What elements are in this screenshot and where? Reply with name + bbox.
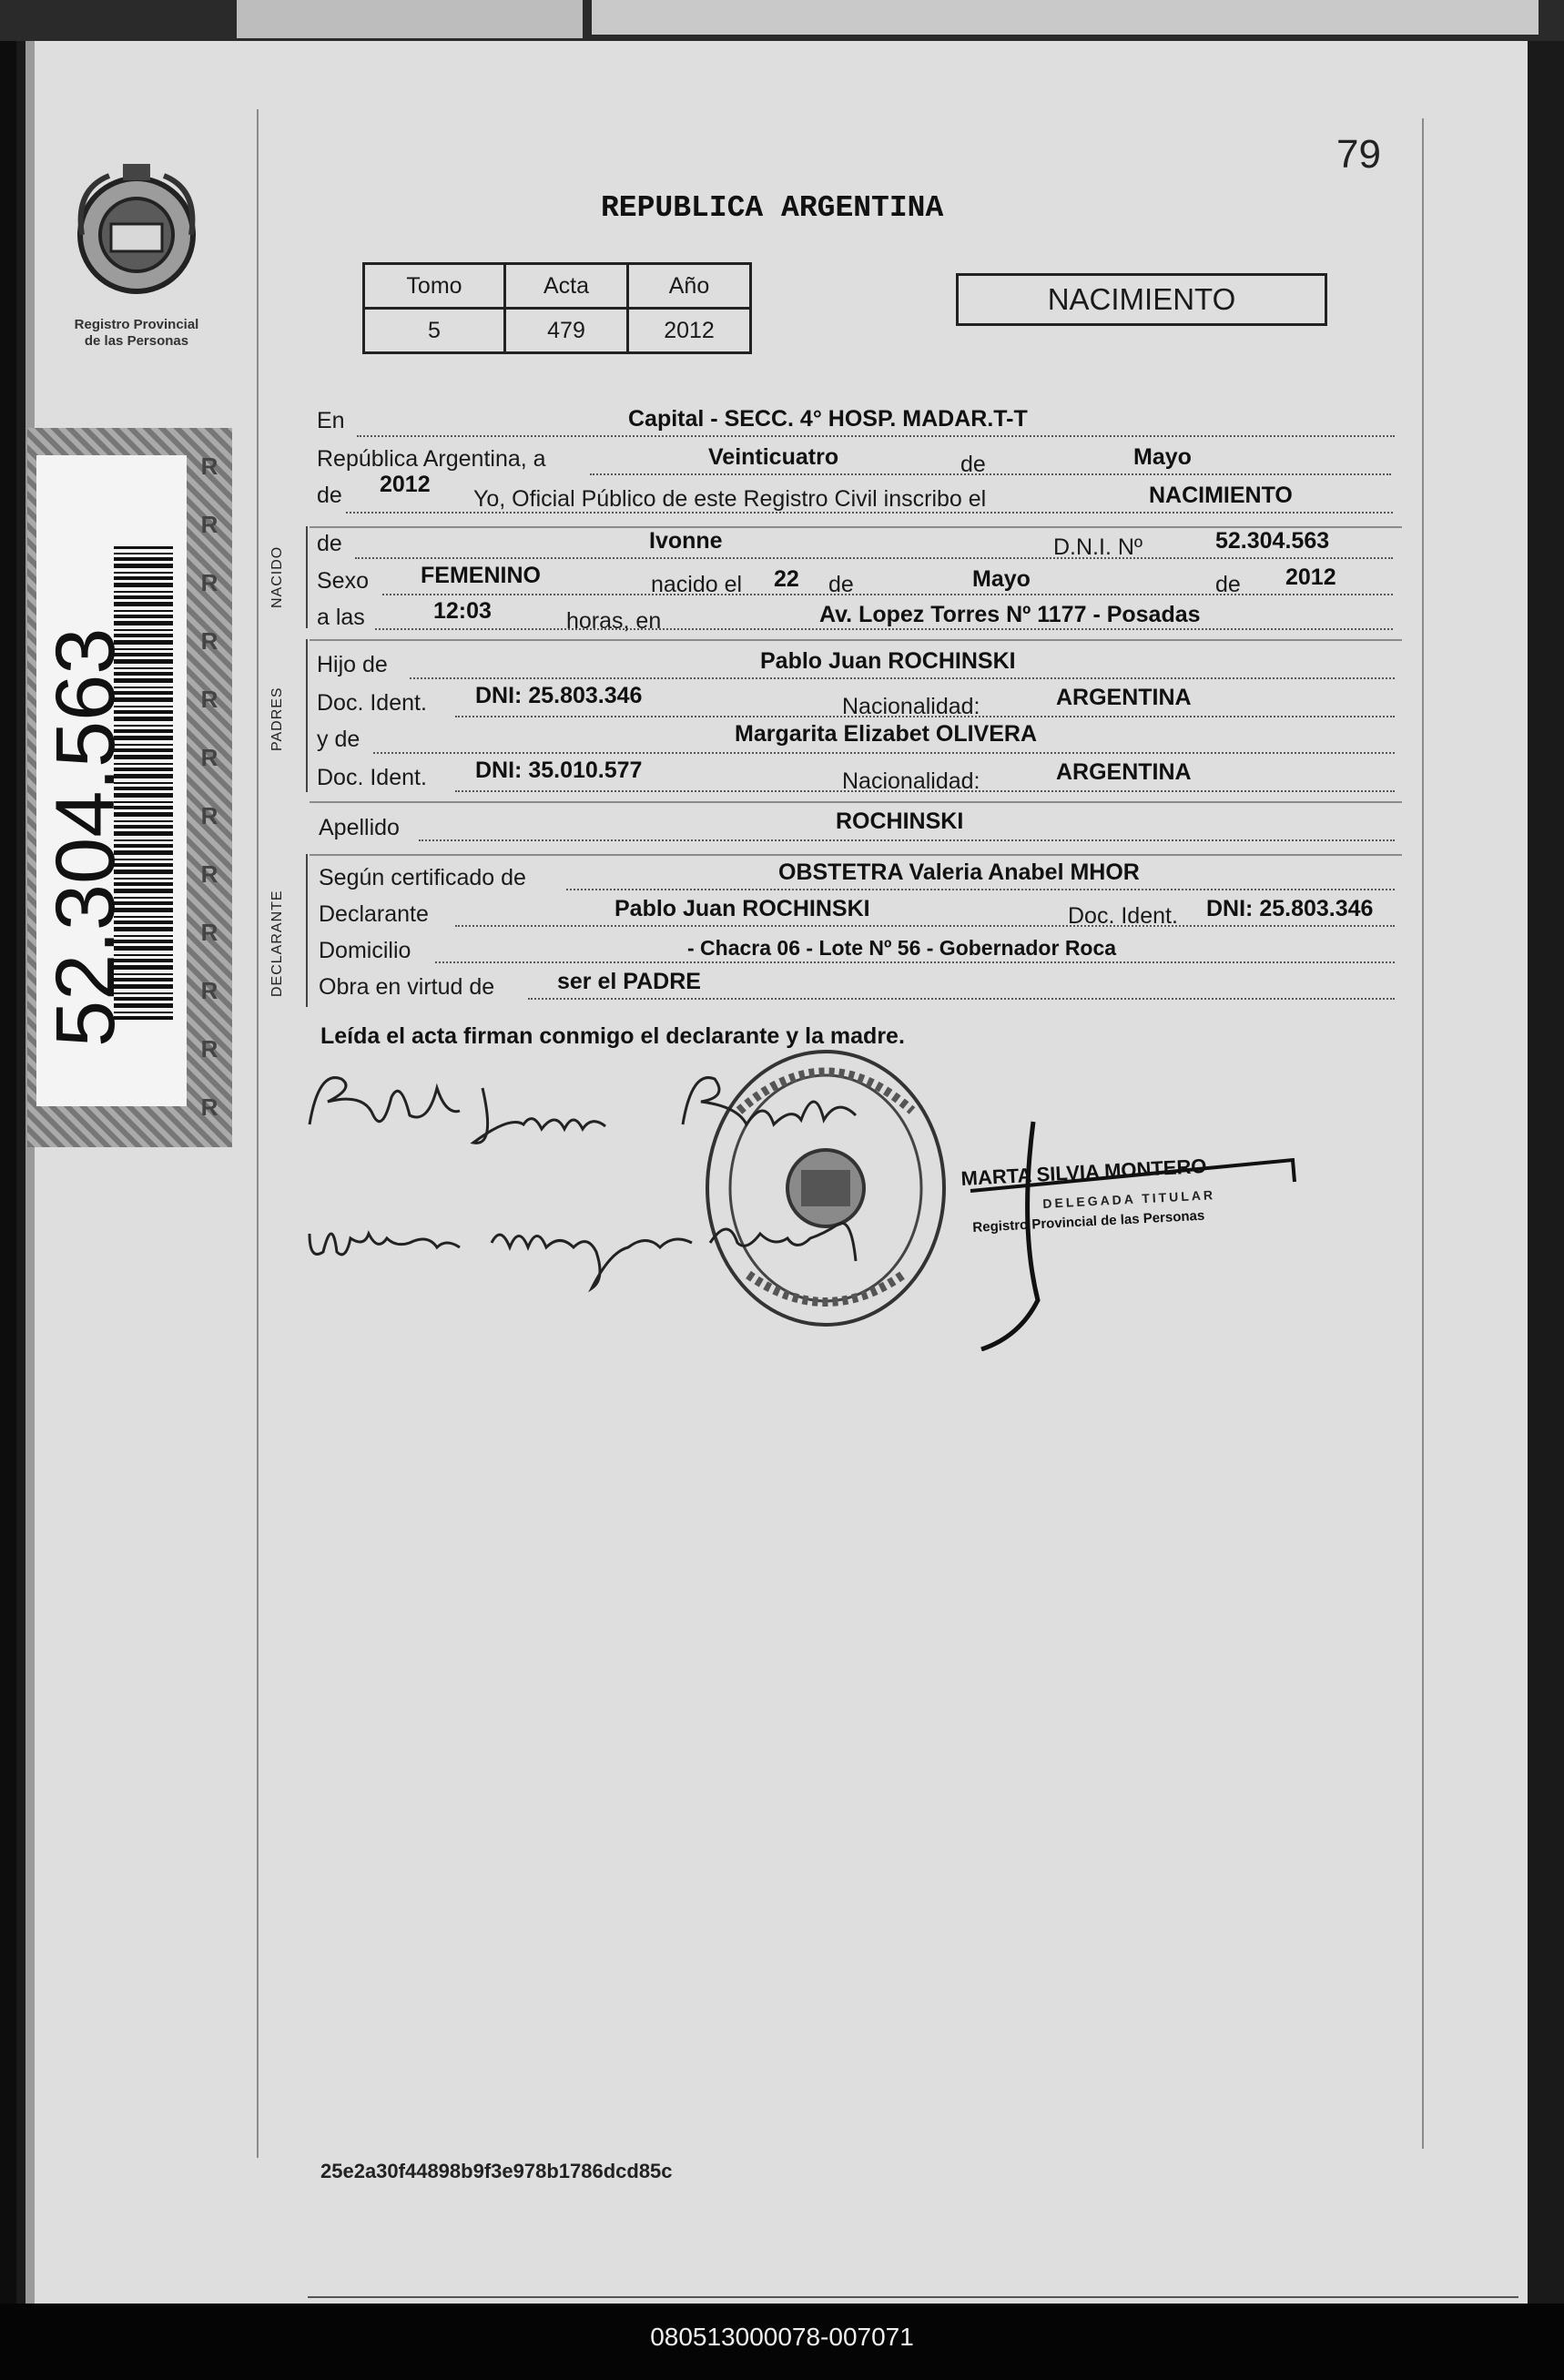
father-nac-label: Nacionalidad:: [842, 694, 980, 719]
mother-name: Margarita Elizabet OLIVERA: [735, 721, 1038, 747]
dots-line: [566, 889, 1395, 890]
stamp-role: DELEGADA TITULAR: [1042, 1187, 1216, 1211]
barcode-side-pattern: R R R R R R R R R R R R: [200, 453, 218, 1121]
dots-line: [590, 473, 1391, 475]
apellido-label: Apellido: [319, 815, 400, 840]
scan-left-strip: [0, 41, 16, 2317]
left-margin-line: [257, 109, 259, 2158]
stamp-office: Registro Provincial de las Personas: [972, 1207, 1205, 1236]
father-doc-label: Doc. Ident.: [317, 690, 427, 716]
signature-father: [300, 1061, 901, 1152]
dots-line: [373, 752, 1395, 754]
cert-value: OBSTETRA Valeria Anabel MHOR: [778, 859, 1140, 885]
padres-side-label: PADRES: [269, 687, 285, 751]
dots-line: [410, 677, 1395, 679]
mother-nationality: ARGENTINA: [1056, 759, 1192, 785]
section-bracket: [306, 526, 308, 628]
horas-label: horas, en: [566, 608, 662, 634]
right-margin-line: [1422, 118, 1424, 2149]
birth-de-label: de: [828, 572, 854, 597]
emblem-caption-line1: Registro Provincial: [74, 317, 199, 332]
dots-line: [419, 839, 1395, 841]
child-dni: 52.304.563: [1215, 528, 1330, 554]
apellido-value: ROCHINSKI: [836, 809, 964, 834]
table-value-acta: 479: [505, 309, 628, 353]
dni-label: D.N.I. Nº: [1053, 534, 1143, 560]
section-divider: [310, 854, 1402, 856]
section-bracket: [306, 639, 308, 792]
document-hash: 25e2a30f44898b9f3e978b1786dcd85c: [320, 2160, 673, 2182]
birth-year: 2012: [1285, 564, 1336, 590]
hijo-de-label: Hijo de: [317, 652, 388, 677]
closing-statement: Leída el acta firman conmigo el declarante y la madre.: [320, 1023, 905, 1049]
province-emblem-icon: [73, 162, 200, 317]
month-value: Mayo: [1133, 444, 1192, 470]
section-bracket: [306, 854, 308, 1007]
scan-top-sheet-2: [592, 0, 1539, 35]
birth-day: 22: [774, 566, 799, 592]
table-value-tomo: 5: [364, 309, 505, 353]
scan-top-sheet: [237, 0, 583, 38]
dots-line: [357, 435, 1395, 437]
signature-mother: [300, 1197, 901, 1297]
barcode-number: 52.304.563: [39, 627, 132, 1047]
obra-value: ser el PADRE: [557, 969, 701, 994]
father-name: Pablo Juan ROCHINSKI: [760, 648, 1016, 674]
section-divider: [310, 639, 1402, 641]
birth-month: Mayo: [972, 566, 1031, 592]
dots-line: [528, 998, 1395, 1000]
table-header-anio: Año: [628, 264, 751, 309]
emblem-caption: [55, 317, 218, 350]
cert-label: Según certificado de: [319, 865, 526, 890]
bottom-edge-line: [308, 2296, 1518, 2298]
official-stamp-scribble: [965, 1118, 1302, 1351]
mother-nac-label: Nacionalidad:: [842, 768, 980, 794]
emblem-caption-line2: de las Personas: [84, 333, 189, 349]
registry-table: [362, 262, 752, 354]
republica-label: República Argentina, a: [317, 446, 546, 472]
dots-line: [375, 628, 1393, 630]
table-value-anio: 2012: [628, 309, 751, 353]
declarante-doc: DNI: 25.803.346: [1206, 896, 1374, 921]
dots-line: [455, 925, 1395, 927]
document-header: REPUBLICA ARGENTINA: [601, 191, 944, 225]
domicilio-label: Domicilio: [319, 938, 411, 963]
sexo-label: Sexo: [317, 568, 369, 594]
dots-line: [355, 557, 1393, 559]
dots-line: [382, 594, 1393, 595]
nacido-de-label: de: [317, 531, 342, 556]
stamp-name: MARTA SILVIA MONTERO: [960, 1154, 1208, 1190]
yde-label: y de: [317, 727, 361, 752]
dots-line: [346, 512, 1393, 514]
table-header-acta: Acta: [505, 264, 628, 309]
table-header-tomo: Tomo: [364, 264, 505, 309]
declarante-doc-label: Doc. Ident.: [1068, 903, 1178, 929]
day-word: Veinticuatro: [708, 444, 839, 470]
child-name: Ivonne: [649, 528, 723, 554]
birth-de2-label: de: [1215, 572, 1241, 597]
dots-line: [435, 961, 1395, 963]
record-value: NACIMIENTO: [1149, 483, 1293, 508]
father-doc: DNI: 25.803.346: [475, 683, 643, 708]
alas-label: a las: [317, 605, 365, 630]
declarante-value: Pablo Juan ROCHINSKI: [614, 896, 870, 921]
nacido-side-label: NACIDO: [269, 545, 285, 608]
domicilio-value: - Chacra 06 - Lote Nº 56 - Gobernador Roca: [687, 936, 1117, 960]
de-label: de: [960, 452, 986, 477]
declarante-label: Declarante: [319, 901, 429, 927]
mother-doc-label: Doc. Ident.: [317, 765, 427, 790]
en-label: En: [317, 408, 345, 433]
de-label-2: de: [317, 483, 342, 508]
mother-doc: DNI: 35.010.577: [475, 758, 643, 783]
year-value: 2012: [380, 472, 431, 497]
page-number: 79: [1336, 132, 1381, 177]
nacido-el-label: nacido el: [651, 572, 743, 597]
footer-id: 080513000078-007071: [650, 2323, 914, 2351]
birth-time: 12:03: [433, 598, 492, 624]
declarante-side-label: DECLARANTE: [269, 890, 285, 997]
officer-text: Yo, Oficial Público de este Registro Civil inscribo el: [473, 486, 987, 512]
obra-label: Obra en virtud de: [319, 974, 495, 1000]
section-divider: [310, 801, 1402, 803]
birth-place: Av. Lopez Torres Nº 1177 - Posadas: [819, 602, 1201, 627]
record-type-box: NACIMIENTO: [956, 273, 1327, 326]
sexo-value: FEMENINO: [421, 563, 541, 588]
father-nationality: ARGENTINA: [1056, 685, 1192, 710]
en-value: Capital - SECC. 4° HOSP. MADAR.T-T: [628, 406, 1028, 432]
